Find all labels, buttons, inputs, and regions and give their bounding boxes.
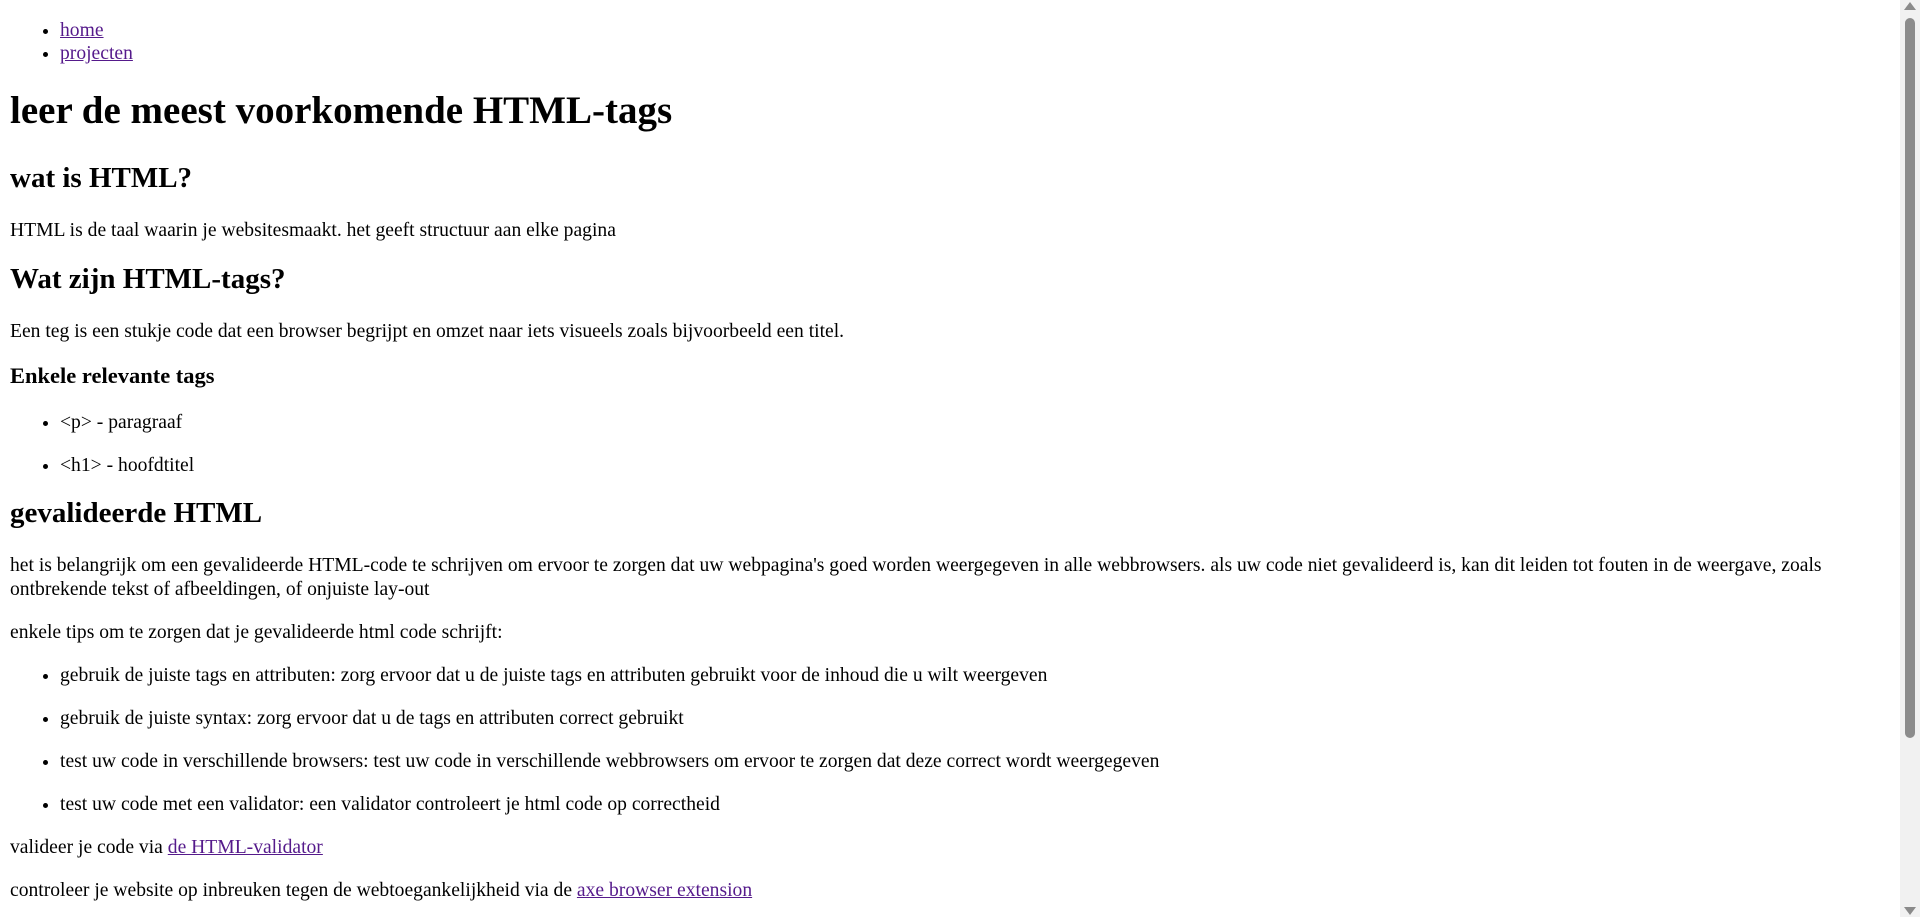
text-what-is-html: HTML is de taal waarin je websitesmaakt. het geeft structuur aan elke pagina bbox=[10, 220, 616, 242]
list-item: • <p> - paragraaf bbox=[60, 411, 1890, 434]
page-title: leer de meest voorkomende HTML-tags bbox=[10, 89, 673, 133]
vertical-scrollbar[interactable] bbox=[1900, 0, 1920, 917]
text-html-tags: Een teg is een stukje code dat een browser begrijpt en omzet naar iets visueels zoals bijvoorbeeld een titel. bbox=[10, 320, 845, 342]
html-validator-link[interactable]: de HTML-validator bbox=[167, 837, 323, 859]
heading-what-is-html: wat is HTML? bbox=[10, 162, 193, 195]
accessibility-prefix: controleer je website op inbreuken tegen de webtoegankelijkheid via de bbox=[10, 880, 577, 902]
nav-link-home[interactable]: home bbox=[60, 20, 104, 41]
validator-prefix: valideer je code via bbox=[10, 837, 168, 859]
heading-validated-html: gevalideerde HTML bbox=[10, 497, 263, 530]
scroll-up-arrow-icon[interactable] bbox=[1904, 2, 1916, 10]
heading-relevant-tags: Enkele relevante tags bbox=[10, 362, 215, 388]
scroll-down-arrow-icon[interactable] bbox=[1904, 907, 1916, 915]
heading-html-tags: Wat zijn HTML-tags? bbox=[10, 262, 286, 295]
text-validator bbox=[10, 836, 1890, 859]
content bbox=[0, 19, 1900, 902]
nav-item bbox=[60, 19, 1890, 42]
list-item: • gebruik de juiste syntax: zorg ervoor dat u de tags en attributen correct gebruikt bbox=[60, 707, 1890, 730]
list-item: • test uw code met een validator: een validator controleert je html code op correctheid bbox=[60, 793, 1890, 816]
tips-list bbox=[10, 664, 1890, 816]
nav-link-projecten[interactable]: projecten bbox=[60, 43, 133, 65]
list-item: • <h1> - hoofdtitel bbox=[60, 454, 1890, 477]
text-validated-html: het is belangrijk om een gevalideerde HTML-code te schrijven om ervoor te zorgen dat uw webpagina's goed worden weergegeven in alle webbrowsers. als uw code niet gevalideerd is, kan dit leiden tot fouten in de weergave, zoals ontbrekende tekst of afbeeldingen, of onjuiste lay-out bbox=[10, 555, 1822, 600]
text-accessibility bbox=[10, 879, 1890, 902]
nav-list bbox=[10, 19, 1890, 65]
axe-extension-link[interactable]: axe browser extension bbox=[576, 880, 753, 902]
list-item: • test uw code in verschillende browsers: test uw code in verschillende webbrowsers om ervoor te zorgen dat deze correct wordt weergegeven bbox=[60, 750, 1890, 773]
list-item: • gebruik de juiste tags en attributen: zorg ervoor dat u de juiste tags en attributen gebruikt voor de inhoud die u wilt weergeven bbox=[60, 664, 1890, 687]
scrollbar-thumb[interactable] bbox=[1905, 18, 1915, 738]
relevant-tags-list bbox=[10, 411, 1890, 477]
nav-item bbox=[60, 42, 1890, 65]
text-tips-intro: enkele tips om te zorgen dat je gevalideerde html code schrijft: bbox=[10, 621, 503, 643]
